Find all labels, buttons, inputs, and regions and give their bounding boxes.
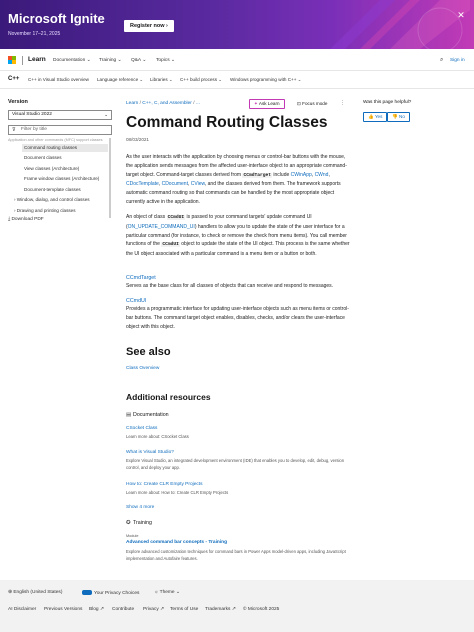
search-icon[interactable]: ⌕ — [440, 57, 444, 63]
training-desc: Explore advanced customization techniques for command bars in Power Apps model-driven apps, including JavaScript implementation and Autofaire features. — [126, 549, 346, 561]
class-link-ccmdui[interactable]: CCmdUI — [126, 298, 147, 304]
class-desc-ccmdui: Provides a programmatic interface for updating user-interface objects such as menu items or control-bar buttons. The command target object enables, disables, checks, and/or clears the user-interface object with this object. — [126, 306, 349, 330]
learn-home-link[interactable]: Learn — [28, 56, 46, 63]
intro-paragraph: As the user interacts with the application by choosing menus or control-bar buttons with the mouse, the application sends messages from the affected user-interface object to an appropriate command-target object. Command-target classes derived from CCmdTarget include CWinApp, CWnd, CDocTemplate, CDocument, CView, and the classes derived from them. The framework supports automatic command routing so that commands can be handled by the most appropriate object currently active in the application. — [126, 154, 347, 205]
register-now-button[interactable]: Register now › — [124, 20, 174, 32]
doc-desc-csocket: Learn more about: CSocket Class — [126, 434, 189, 439]
link-cview[interactable]: CView — [190, 181, 205, 188]
book-icon: ▤ — [126, 412, 132, 418]
documentation-heading — [126, 412, 169, 418]
subnav-build-process[interactable]: C++ build process ⌄ — [180, 77, 223, 82]
doc-link-csocket[interactable]: CSocket Class — [126, 426, 158, 431]
theme-selector[interactable]: ☼ Theme ⌄ — [154, 590, 180, 595]
toc-item-drawing-printing[interactable]: › Drawing and printing classes — [14, 208, 76, 213]
link-cdoctemplate[interactable]: CDocTemplate — [126, 181, 159, 188]
footer-blog[interactable]: Blog ↗ — [89, 607, 104, 612]
link-on-update-command-ui[interactable]: ON_UPDATE_COMMAND_UI — [127, 223, 195, 230]
focus-icon: ⊡ — [297, 101, 303, 106]
privacy-choices-link[interactable] — [82, 590, 139, 596]
ccmdui-paragraph: An object of class CCmdUI is passed to your command targets' update command UI (ON_UPDATE_COMMAND_UI) handlers to allow you to update the state of the user interface for a particular command (for instance, to check or remove the check from menu items). You call member functions of the CCmdUI object to update the state of the UI object. This process is the same whether the UI object associated with a particular command is a menu item or a button or both. — [126, 214, 350, 258]
documentation-label: Documentation — [133, 412, 169, 418]
toc-item-document-template[interactable]: Document-template classes — [24, 187, 81, 192]
footer-previous-versions[interactable]: Previous Versions — [44, 607, 83, 612]
show-more-link[interactable]: Show 4 more — [126, 505, 155, 510]
locale-selector[interactable]: ⊕ English (United States) — [8, 590, 63, 595]
focus-mode-button[interactable] — [293, 99, 331, 109]
subnav-language-reference[interactable]: Language reference ⌄ — [97, 77, 144, 82]
version-select[interactable] — [8, 110, 112, 120]
product-name[interactable]: C++ — [8, 76, 20, 82]
toc-scrollbar[interactable] — [109, 138, 111, 218]
focus-mode-label: Focus mode — [302, 101, 328, 106]
event-banner — [0, 0, 474, 49]
toc-item-command-routing[interactable]: Command routing classes — [22, 144, 108, 152]
breadcrumb-more[interactable]: ... — [195, 101, 200, 106]
link-cwnd[interactable]: CWnd — [314, 171, 329, 178]
class-overview-link[interactable]: Class Overview — [126, 366, 160, 371]
feedback-yes-button[interactable]: 👍 Yes — [363, 112, 387, 122]
doc-desc-clr-empty: Learn more about: How to: Create CLR Empty Projects — [126, 490, 229, 495]
filter-placeholder: Filter by title — [21, 127, 47, 132]
additional-resources-heading: Additional resources — [126, 392, 211, 402]
nav-topics[interactable]: Topics ⌄ — [156, 58, 175, 63]
training-heading — [126, 520, 152, 526]
footer-trademarks[interactable]: Trademarks ↗ — [205, 607, 236, 612]
subnav-libraries[interactable]: Libraries ⌄ — [150, 77, 173, 82]
filter-input[interactable] — [8, 125, 112, 135]
toc-tree — [8, 138, 112, 224]
code-ccmdui: CCmdUI — [167, 215, 185, 220]
nav-qa[interactable]: Q&A ⌄ — [131, 58, 147, 63]
training-kicker: Module — [126, 534, 139, 538]
feedback-no-button[interactable]: 👎 No — [387, 112, 410, 122]
close-icon[interactable]: ✕ — [457, 10, 465, 20]
copilot-icon: ✦ — [254, 101, 259, 106]
toc-item-frame-window-classes[interactable]: Frame window classes (Architecture) — [24, 176, 100, 181]
version-value: Visual Studio 2022 — [12, 112, 52, 117]
sign-in-link[interactable]: Sign in — [450, 58, 465, 63]
download-pdf-link[interactable] — [8, 216, 44, 222]
nav-divider — [22, 56, 23, 65]
banner-title: Microsoft Ignite — [8, 11, 105, 26]
code-ccmdtarget: CCmdTarget — [243, 172, 272, 178]
ask-learn-button[interactable] — [249, 99, 285, 109]
footer-ai-disclaimer[interactable]: AI Disclaimer — [8, 607, 37, 612]
toc-item-faded[interactable]: Application and other commands (MFC) support classes — [8, 138, 103, 142]
page-title: Command Routing Classes — [126, 114, 328, 131]
class-link-ccmdtarget[interactable]: CCmdTarget — [126, 275, 156, 281]
version-label: Version — [8, 99, 28, 105]
class-desc-ccmdtarget: Serves as the base class for all classes of objects that can receive and respond to messages. — [126, 283, 334, 289]
chevron-down-icon: ⌄ — [104, 112, 108, 117]
privacy-toggle-icon — [82, 590, 92, 595]
link-cdocument[interactable]: CDocument — [161, 181, 188, 188]
training-link[interactable]: Advanced command bar concepts - Training — [126, 540, 228, 545]
breadcrumb — [126, 101, 200, 106]
nav-documentation[interactable]: Documentation ⌄ — [53, 58, 91, 63]
breadcrumb-learn[interactable]: Learn — [126, 101, 139, 106]
banner-decoration — [320, 0, 470, 49]
breadcrumb-cpp[interactable]: C++, C, and Assembler — [142, 101, 192, 106]
privacy-choices-label: Your Privacy Choices — [94, 590, 140, 596]
nav-training[interactable]: Training ⌄ — [99, 58, 122, 63]
toc-item-window-dialog-control[interactable]: › Window, dialog, and control classes — [14, 197, 90, 202]
doc-link-visual-studio[interactable]: What is Visual Studio? — [126, 450, 174, 455]
download-pdf-label: Download PDF — [11, 217, 44, 222]
subnav-overview[interactable]: C++ in Visual Studio overview — [28, 77, 89, 82]
breadcrumb-separator: / — [139, 101, 143, 106]
ask-learn-label: Ask Learn — [258, 101, 280, 106]
toc-item-view-classes[interactable]: View classes (Architecture) — [24, 166, 80, 171]
more-options-icon[interactable]: ⋮ — [340, 100, 345, 106]
breadcrumb-separator: / — [193, 101, 196, 106]
subnav-windows-programming[interactable]: Windows programming with C++ ⌄ — [230, 77, 302, 82]
banner-date: November 17–21, 2025 — [8, 31, 61, 37]
link-cwinapp[interactable]: CWinApp — [290, 171, 312, 178]
code-ccmdui: CCmdUI — [162, 242, 179, 248]
article-date: 08/03/2021 — [126, 137, 149, 142]
footer-terms[interactable]: Terms of Use — [170, 607, 199, 612]
footer-copyright: © Microsoft 2025 — [243, 607, 280, 612]
training-label: Training — [133, 520, 152, 526]
see-also-heading: See also — [126, 346, 171, 358]
doc-desc-visual-studio: Explore Visual Studio, an integrated development environment (IDE) that enables you to develop, edit, debug, version control, and deploy your app. — [126, 458, 345, 470]
doc-link-clr-empty[interactable]: How to: Create CLR Empty Projects — [126, 482, 203, 487]
page-footer — [0, 580, 474, 632]
toc-item-document-classes[interactable]: Document classes — [24, 155, 62, 160]
training-icon: ✪ — [126, 520, 131, 526]
filter-icon: ⊽ — [12, 127, 16, 133]
footer-contribute[interactable]: Contribute — [112, 607, 135, 612]
feedback-question: Was this page helpful? — [363, 100, 412, 105]
download-icon: ⤓ — [8, 217, 12, 222]
microsoft-logo-icon[interactable] — [8, 56, 16, 64]
footer-privacy[interactable]: Privacy ↗ — [143, 607, 165, 612]
